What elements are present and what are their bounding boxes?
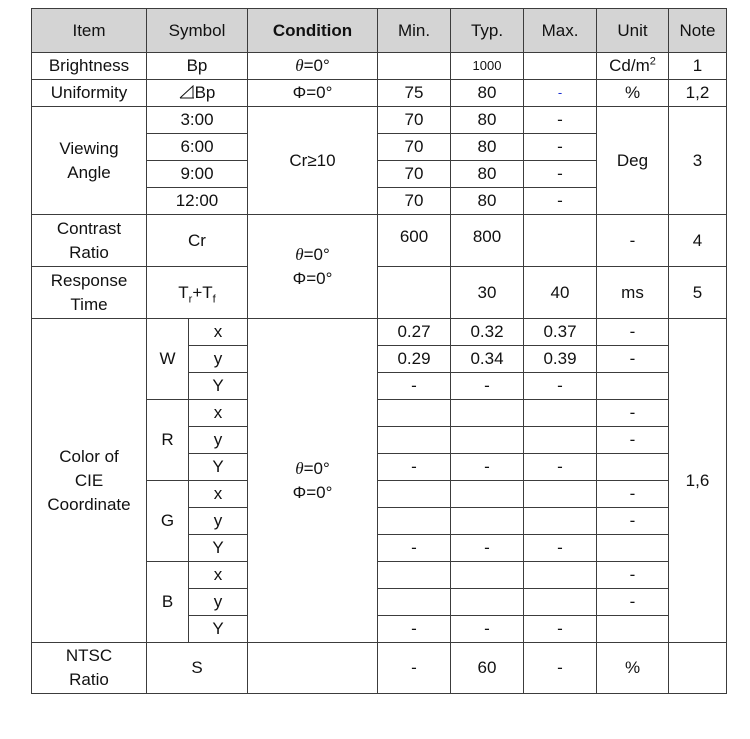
viewing-symbol-3: 12:00 — [147, 188, 248, 215]
theta-value-2: =0° — [303, 244, 330, 264]
cie-typ — [451, 589, 524, 616]
contrast-item — [32, 215, 147, 267]
header-row — [32, 9, 727, 53]
ntsc-min: - — [378, 643, 451, 694]
cie-unit — [597, 454, 669, 481]
contrast-max — [524, 215, 597, 267]
response-typ: 30 — [451, 267, 524, 319]
contrast-typ: 800 — [451, 215, 524, 267]
cie-axis: Y — [189, 454, 248, 481]
cie-typ: - — [451, 535, 524, 562]
brightness-typ: 1000 — [451, 53, 524, 80]
header-min: Min. — [378, 9, 451, 53]
cie-unit: - — [597, 589, 669, 616]
brightness-note: 1 — [669, 53, 727, 80]
theta-value: =0° — [303, 56, 330, 75]
cie-typ: - — [451, 616, 524, 643]
header-item: Item — [32, 9, 147, 53]
viewing-symbol-0: 3:00 — [147, 107, 248, 134]
uniformity-item: Uniformity — [32, 80, 147, 107]
viewing-item-line2: Angle — [67, 162, 111, 182]
response-unit: ms — [597, 267, 669, 319]
viewing-item-line1: Viewing — [59, 138, 119, 158]
cie-axis: y — [189, 346, 248, 373]
viewing-symbol-2: 9:00 — [147, 161, 248, 188]
cie-unit: - — [597, 346, 669, 373]
uniformity-typ: 80 — [451, 80, 524, 107]
condition-phi-3: Φ=0° — [292, 482, 333, 502]
cie-section — [32, 319, 727, 643]
cie-unit — [597, 616, 669, 643]
ntsc-typ: 60 — [451, 643, 524, 694]
viewing-item — [32, 107, 147, 215]
brightness-max — [524, 53, 597, 80]
theta-value-3: =0° — [303, 458, 330, 478]
response-item-line2: Time — [70, 294, 108, 314]
contrast-unit: - — [597, 215, 669, 267]
cie-typ — [451, 562, 524, 589]
cie-color-label: W — [147, 319, 189, 400]
brightness-unit — [597, 53, 669, 80]
cie-typ — [451, 481, 524, 508]
cie-unit — [597, 373, 669, 400]
cie-item — [32, 319, 147, 643]
cie-min: - — [378, 373, 451, 400]
uniformity-symbol-label: Bp — [194, 83, 216, 102]
viewing-max-0: - — [524, 107, 597, 134]
cie-min — [378, 427, 451, 454]
uniformity-min: 75 — [378, 80, 451, 107]
cie-min — [378, 508, 451, 535]
cie-max — [524, 508, 597, 535]
viewing-typ-2: 80 — [451, 161, 524, 188]
response-max: 40 — [524, 267, 597, 319]
cie-max — [524, 481, 597, 508]
cie-axis: Y — [189, 616, 248, 643]
header-condition: Condition — [248, 9, 378, 53]
response-sym-plus-t: +T — [192, 282, 213, 302]
brightness-unit-base: Cd/m — [609, 56, 650, 75]
viewing-typ-3: 80 — [451, 188, 524, 215]
row-ntsc — [32, 643, 727, 694]
viewing-symbol-1: 6:00 — [147, 134, 248, 161]
brightness-symbol: Bp — [147, 53, 248, 80]
ntsc-symbol: S — [147, 643, 248, 694]
row-brightness — [32, 53, 727, 80]
row-contrast — [32, 215, 727, 267]
cie-min: - — [378, 454, 451, 481]
viewing-max-3: - — [524, 188, 597, 215]
cie-max: - — [524, 373, 597, 400]
uniformity-symbol — [147, 80, 248, 107]
ntsc-note — [669, 643, 727, 694]
cie-row — [32, 319, 727, 346]
cie-axis: x — [189, 562, 248, 589]
cie-min: - — [378, 616, 451, 643]
header-typ: Typ. — [451, 9, 524, 53]
cie-unit: - — [597, 319, 669, 346]
response-sym-r: r — [188, 292, 193, 305]
cie-axis: y — [189, 589, 248, 616]
cie-typ — [451, 508, 524, 535]
response-note: 5 — [669, 267, 727, 319]
cie-max — [524, 589, 597, 616]
spec-table-main — [31, 8, 727, 694]
condition-theta — [248, 54, 377, 78]
viewing-typ-1: 80 — [451, 134, 524, 161]
viewing-min-1: 70 — [378, 134, 451, 161]
header-max: Max. — [524, 9, 597, 53]
ntsc-unit: % — [597, 643, 669, 694]
brightness-min — [378, 53, 451, 80]
cie-axis: x — [189, 319, 248, 346]
viewing-min-0: 70 — [378, 107, 451, 134]
cie-typ: 0.32 — [451, 319, 524, 346]
cie-min — [378, 400, 451, 427]
contrast-symbol: Cr — [147, 215, 248, 267]
cie-min — [378, 589, 451, 616]
cie-max: 0.39 — [524, 346, 597, 373]
cie-typ — [451, 427, 524, 454]
condition-theta-2 — [248, 243, 377, 267]
ntsc-item-line1: NTSC — [65, 646, 113, 665]
header-note: Note — [669, 9, 727, 53]
cie-min — [378, 481, 451, 508]
row-viewing-0 — [32, 107, 727, 134]
condition-phi-2: Φ=0° — [292, 268, 333, 288]
cie-item-line2: CIE — [74, 470, 104, 490]
cie-max: - — [524, 535, 597, 562]
cie-unit — [597, 535, 669, 562]
cie-unit: - — [597, 400, 669, 427]
row-response — [32, 267, 727, 319]
header-unit: Unit — [597, 9, 669, 53]
cie-note: 1,6 — [669, 319, 727, 643]
cie-max — [524, 400, 597, 427]
cie-axis: y — [189, 508, 248, 535]
contrast-item-line1: Contrast — [56, 218, 122, 238]
cie-min: - — [378, 535, 451, 562]
theta-symbol-2: θ — [295, 244, 304, 264]
viewing-typ-0: 80 — [451, 107, 524, 134]
cie-unit: - — [597, 427, 669, 454]
response-sym-t: T — [178, 282, 189, 302]
response-item — [32, 267, 147, 319]
response-symbol — [147, 267, 248, 319]
uniformity-unit: % — [597, 80, 669, 107]
cie-axis: y — [189, 427, 248, 454]
cie-typ: - — [451, 373, 524, 400]
contrast-response-condition — [248, 215, 378, 319]
cie-item-line3: Coordinate — [47, 494, 131, 514]
contrast-note: 4 — [669, 215, 727, 267]
viewing-note: 3 — [669, 107, 727, 215]
ntsc-max: - — [524, 643, 597, 694]
cie-condition — [248, 319, 378, 643]
brightness-condition — [248, 53, 378, 80]
cie-max: 0.37 — [524, 319, 597, 346]
ntsc-item-line2: Ratio — [69, 670, 109, 689]
viewing-max-1: - — [524, 134, 597, 161]
cie-typ — [451, 400, 524, 427]
viewing-min-3: 70 — [378, 188, 451, 215]
brightness-unit-exp: 2 — [649, 55, 656, 68]
cie-typ: 0.34 — [451, 346, 524, 373]
condition-theta-3 — [248, 457, 377, 481]
cie-axis: Y — [189, 535, 248, 562]
uniformity-max: - — [524, 80, 597, 107]
delta-angle-icon — [179, 85, 195, 99]
cie-min: 0.29 — [378, 346, 451, 373]
cie-min — [378, 562, 451, 589]
cie-max — [524, 562, 597, 589]
cie-color-label: R — [147, 400, 189, 481]
contrast-min: 600 — [378, 215, 451, 267]
header-symbol: Symbol — [147, 9, 248, 53]
uniformity-condition: Φ=0° — [248, 80, 378, 107]
row-uniformity — [32, 80, 727, 107]
viewing-condition: Cr≥10 — [248, 107, 378, 215]
response-item-line1: Response — [50, 270, 128, 290]
cie-unit: - — [597, 562, 669, 589]
cie-max: - — [524, 616, 597, 643]
viewing-min-2: 70 — [378, 161, 451, 188]
response-min — [378, 267, 451, 319]
viewing-max-2: - — [524, 161, 597, 188]
cie-unit: - — [597, 481, 669, 508]
cie-axis: x — [189, 400, 248, 427]
cie-color-label: G — [147, 481, 189, 562]
theta-symbol-3: θ — [295, 458, 304, 478]
cie-axis: x — [189, 481, 248, 508]
cie-color-label: B — [147, 562, 189, 643]
uniformity-note: 1,2 — [669, 80, 727, 107]
ntsc-item — [32, 643, 147, 694]
ntsc-condition — [248, 643, 378, 694]
brightness-item: Brightness — [32, 53, 147, 80]
cie-min: 0.27 — [378, 319, 451, 346]
theta-symbol: θ — [295, 56, 304, 75]
viewing-unit: Deg — [597, 107, 669, 215]
cie-item-line1: Color of — [59, 446, 119, 466]
cie-unit: - — [597, 508, 669, 535]
cie-typ: - — [451, 454, 524, 481]
cie-max — [524, 427, 597, 454]
response-sym-f: f — [212, 292, 216, 305]
cie-axis: Y — [189, 373, 248, 400]
contrast-item-line2: Ratio — [69, 242, 109, 262]
cie-max: - — [524, 454, 597, 481]
optical-spec-table-body — [31, 8, 727, 694]
